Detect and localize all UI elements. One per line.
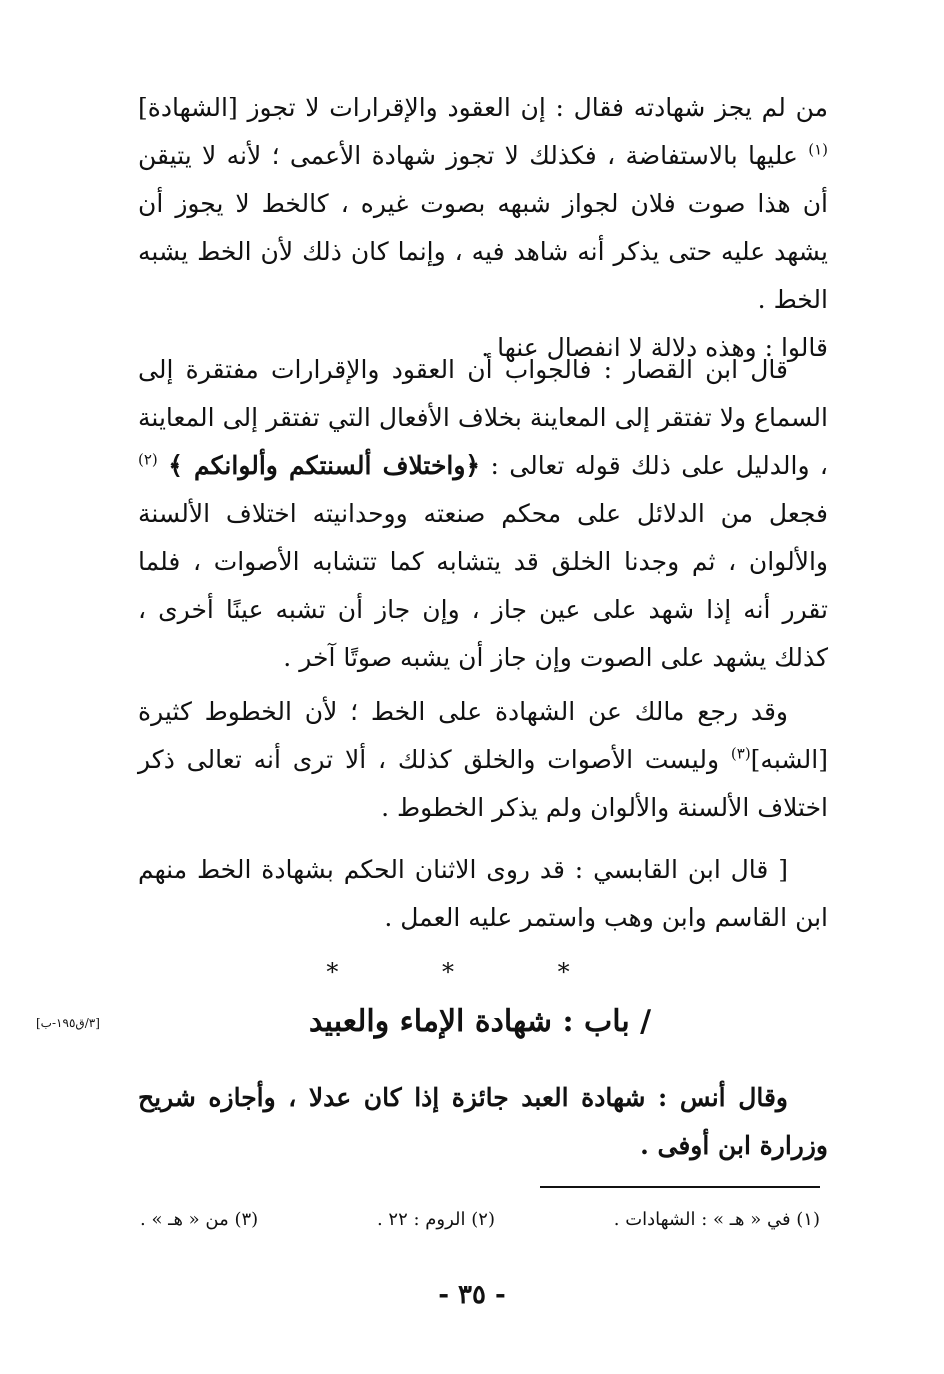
footnote-2: (٢) الروم : ٢٢ . [376,1209,495,1230]
paragraph-5 [138,1074,828,1170]
p2-before: قال ابن القصار : فالجواب أن العقود والإقرارات مفتقرة إلى السماع ولا تفتقر إلى المعاينة بخلاف الأفعال التي تفتقر إلى المعاينة ، والدليل على ذلك قوله تعالى : [138,355,829,480]
paragraph-1 [138,84,828,372]
p1-rest: عليها بالاستفاضة ، فكذلك لا تجوز شهادة الأعمى ؛ لأنه لا يتيقن أن هذا صوت فلان لجواز شبهه بصوت غيره ، كالخط لا يجوز أن يشهد عليه حتى يذكر أنه شاهد فيه ، وإنما كان ذلك لأن الخط يشبه الخط . [138,141,828,314]
page-number: - ٣٥ - [438,1280,506,1310]
paragraph-3 [138,688,828,832]
paragraph-2 [138,346,828,682]
footnote-3: (٣) من « هـ » . [140,1209,259,1230]
footnote-marker-2: (٢) [138,450,158,469]
p2-after: فجعل من الدلائل على محكم صنعته ووحدانيته اختلاف الألسنة والألوان ، ثم وجدنا الخلق قد يتشابه كما تتشابه الأصوات ، فلما تقرر أنه إذا شهد على عين جاز ، وإن جاز أن تشبه عينًا أخرى ، كذلك يشهد على الصوت وإن جاز أن يشبه صوتًا آخر . [138,499,828,672]
footnote-marker-3: (٣) [730,744,751,763]
manuscript-reference: [٣/ق١٩٥-ب] [36,1016,100,1030]
footnote-divider [540,1186,820,1188]
p5-text: وقال أنس : شهادة العبد جائزة إذا كان عدلا ، وأجازه شريح وزرارة ابن أوفى . [138,1083,828,1160]
quran-verse: ﴿واختلاف ألسنتكم وألوانكم ﴾ [168,451,481,480]
section-separator: * * * [326,958,618,986]
footnote-marker-1: (١) [808,140,828,159]
p3-before: وقد رجع مالك عن الشهادة على الخط ؛ لأن الخطوط كثيرة [الشبه] [138,697,828,774]
p1-line1: من لم يجز شهادته فقال : إن العقود والإقرارات لا تجوز [الشهادة] [138,93,828,122]
footnote-1: (١) في « هـ » : الشهادات . [613,1209,820,1230]
p3-after: وليست الأصوات والخلق كذلك ، ألا ترى أنه تعالى ذكر اختلاف الألسنة والألوان ولم يذكر الخطوط . [138,745,828,822]
p4-text: [ قال ابن القابسي : قد روى الاثنان الحكم بشهادة الخط منهم ابن القاسم وابن وهب واستمر عليه العمل . [138,855,828,932]
chapter-title: / باب : شهادة الإماء والعبيد [308,1004,652,1039]
footnotes [140,1200,820,1240]
paragraph-4 [138,846,828,942]
p1-last-line: قالوا : وهذه دلالة لا انفصال عنها . [481,333,828,362]
